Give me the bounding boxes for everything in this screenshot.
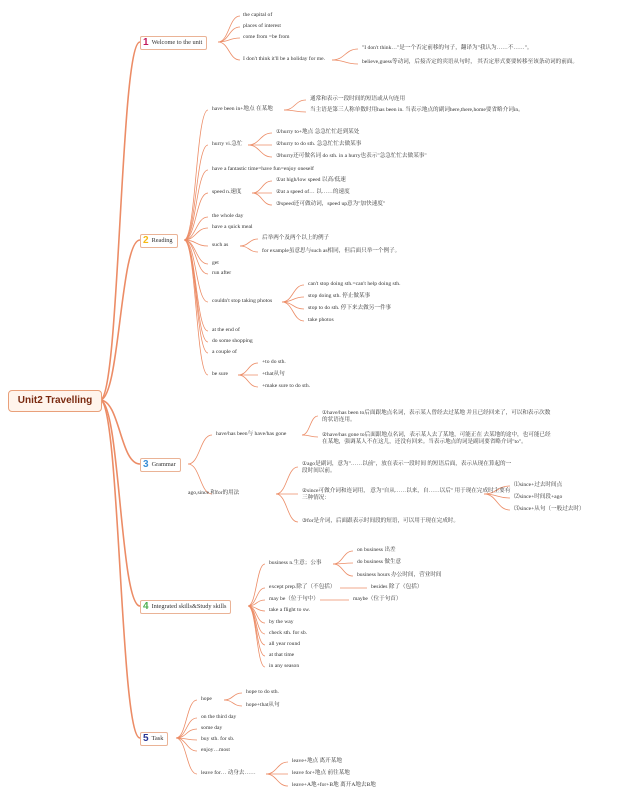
note-text: maybe（位于句首） [353, 596, 402, 602]
note-text: +to do sth. [262, 359, 286, 365]
section-label: Integrated skills&Study skills [151, 603, 227, 610]
topic-item: all year round [269, 641, 301, 647]
topic-item: I don't think it'll be a holiday for me. [243, 56, 326, 62]
connector-line [100, 42, 140, 400]
section-task[interactable] [140, 732, 168, 746]
section-number-5: 5 [143, 733, 149, 744]
connector-line [238, 375, 258, 387]
note-text: ②hurry to do sth. 急急忙忙去做某事 [276, 141, 362, 147]
section-integrated-skills[interactable] [140, 600, 231, 614]
topic-item: run after [212, 270, 232, 276]
note-text: ①ago是副词，意为"……以前"，放在表示一段时间 的短语后面，表示从现在算起的一段时间以前。 [302, 461, 512, 474]
connector-line [252, 193, 272, 205]
connector-line [332, 60, 358, 64]
section-label: Grammar [151, 461, 176, 468]
note-text: ⑵since+时间段+ago [514, 494, 563, 500]
topic-item: leave for… 动身去…… [201, 770, 256, 776]
note-text: take photos [308, 317, 334, 323]
connector-line [184, 240, 208, 331]
connector-line [100, 400, 140, 738]
topic-item: check sth. for sb. [269, 630, 308, 636]
connector-line [224, 693, 242, 700]
section-number-2: 2 [143, 235, 149, 246]
note-text: besides 除了（包括） [371, 584, 423, 590]
topic-item: in any season [269, 663, 300, 669]
topic-item: ago,since 和for的用法 [188, 490, 240, 496]
connector-line [184, 240, 208, 375]
connector-line [252, 181, 272, 193]
note-text: 通常和表示一段时间的短语或从句连用 [310, 96, 406, 102]
connector-line [282, 302, 304, 321]
section-label: Reading [151, 237, 173, 244]
section-label: Task [151, 735, 164, 742]
note-text: leave+A地+for+B地 离开A地去B地 [292, 782, 376, 788]
connector-line [248, 145, 272, 157]
note-text: ③for是介词，后面跟表示时间段的短语，可以用于现在完成时。 [302, 518, 459, 524]
topic-item: take a flight to sw. [269, 607, 311, 613]
connector-line [248, 133, 272, 145]
note-text: ①have/has been to后面跟地点名词，表示某人曾经去过某地 并且已经回来了，可以和表示次数的状语连用。 [322, 410, 551, 423]
topic-item: be sure [212, 371, 228, 377]
topic-item: a couple of [212, 349, 237, 355]
note-text: ③speed还可做动词，speed up意为"加快速度" [276, 201, 386, 207]
section-label: Welcome to the unit [151, 39, 203, 46]
note-text: "I don't think…"是一个否定前移的句子，翻译为"我认为……不……"。 [362, 45, 533, 51]
section-number-4: 4 [143, 601, 149, 612]
topic-item: hurry vi.急忙 [212, 141, 243, 147]
topic-item: couldn't stop taking photos [212, 298, 273, 304]
connector-line [276, 494, 298, 522]
topic-item: the whole day [212, 213, 244, 219]
note-text: stop doing sth. 停止做某事 [308, 293, 371, 299]
connector-line [333, 551, 353, 564]
note-text: leave for+地点 前往某地 [292, 770, 350, 776]
topic-item: at the end of [212, 327, 240, 333]
section-reading[interactable] [140, 234, 178, 248]
topic-item: some day [201, 725, 223, 731]
note-text: hope+that从句 [246, 702, 280, 708]
connector-line [302, 416, 318, 435]
note-text: 后举两个及两个以上的例子 [262, 235, 330, 241]
connector-line [238, 363, 258, 375]
connector-line [218, 42, 240, 60]
connector-line [224, 700, 242, 706]
connector-line [188, 435, 212, 464]
note-text: +make sure to do sth. [262, 383, 311, 389]
connector-line [333, 564, 353, 576]
topic-item: have/has been与 have/has gone [216, 431, 287, 437]
connector-line [248, 606, 265, 656]
connector-line [248, 564, 265, 606]
note-text: can't stop doing sth.=can't help doing sth. [308, 281, 401, 287]
connector-line [284, 100, 306, 110]
section-grammar[interactable] [140, 458, 181, 472]
connector-line [100, 240, 140, 400]
note-text: ②at a speed of… 以……的速度 [276, 189, 350, 195]
topic-item: on the third day [201, 714, 237, 720]
connector-line [276, 467, 298, 494]
topic-item: have a fantastic time=have fun=enjoy oneself [212, 166, 314, 172]
connector-line [176, 738, 197, 774]
section-welcome[interactable] [140, 36, 207, 50]
section-number-1: 1 [143, 37, 149, 48]
note-text: ①at high/low speed 以高/低速 [276, 177, 346, 183]
connector-line [240, 246, 258, 252]
connector-line [184, 110, 208, 240]
topic-item: buy sth. for sb. [201, 736, 235, 742]
topic-item: speed n.速度 [212, 189, 242, 195]
connector-line [184, 193, 208, 240]
topic-item: get [212, 260, 219, 266]
note-text: 当主语是第三人称单数时用has been in. 当表示地点的副词here,there,home要省略介词in。 [310, 107, 524, 113]
note-text: for example虽意思与such as相同，但后面只举一个例子。 [262, 248, 401, 254]
connector-line [266, 774, 288, 786]
connector-line [184, 170, 208, 240]
connector-line [302, 435, 318, 437]
note-text: ⑴since+过去时间点 [514, 482, 563, 488]
note-text: ⑶since+从句（一般过去时） [514, 506, 585, 512]
topic-item: places of interest [243, 23, 281, 29]
topic-item: such as [212, 242, 229, 248]
note-text: ③hurry还可做名词 do sth. in a hurry也表示"急急忙忙去做某事" [276, 153, 427, 159]
note-text: business hours 办公时间，营业时间 [357, 572, 442, 578]
note-text: ①hurry to+地点 急急忙忙赶到某处 [276, 129, 360, 135]
note-text: ②since可做介词和连词用， 意为"自从……以来，自……以后" 用于现在完成时主要有三种情况： [302, 488, 511, 501]
connector-line [184, 145, 208, 240]
note-text: believe,guess等动词，后接否定的宾语从句时， 其否定形式要要转移至该条动词的前面。 [362, 59, 578, 65]
note-text: stop to do sth. 停下来去做另一件事 [308, 305, 392, 311]
note-text: ②have/has gone to后面跟地点名词，表示某人去了某地，可能正在 去某地的途中，也可能已经在某地，强调某人不在这儿，还没有回来。当表示地点的词是副词要省略介词"to"。 [322, 432, 551, 445]
section-number-3: 3 [143, 459, 149, 470]
connector-line [266, 762, 288, 774]
note-text: leave+地点 离开某地 [292, 758, 342, 764]
topic-item: do some shopping [212, 338, 253, 344]
connector-line [332, 49, 358, 60]
topic-item: the capital of [243, 12, 273, 18]
topic-item: have a quick meal [212, 224, 253, 230]
note-text: on business 出差 [357, 547, 396, 553]
note-text: do business 做生意 [357, 559, 402, 565]
topic-item: come from =be from [243, 34, 290, 40]
topic-item: may be（位于句中） [269, 596, 319, 602]
note-text: hope to do sth. [246, 689, 279, 695]
topic-item: enjoy…most [201, 747, 230, 753]
root-node[interactable]: Unit2 Travelling [8, 390, 102, 412]
topic-item: by the way [269, 619, 294, 625]
connector-line [176, 718, 197, 738]
topic-item: business n.生意；公事 [269, 560, 322, 566]
topic-item: have been in+地点 在某地 [212, 106, 273, 112]
topic-item: at that time [269, 652, 295, 658]
connector-line [240, 239, 258, 246]
topic-item: hope [201, 696, 212, 702]
connector-line [284, 110, 306, 112]
topic-item: except prep.除了（不包括） [269, 584, 336, 590]
connector-line [184, 240, 208, 342]
note-text: +that从句 [262, 371, 285, 377]
